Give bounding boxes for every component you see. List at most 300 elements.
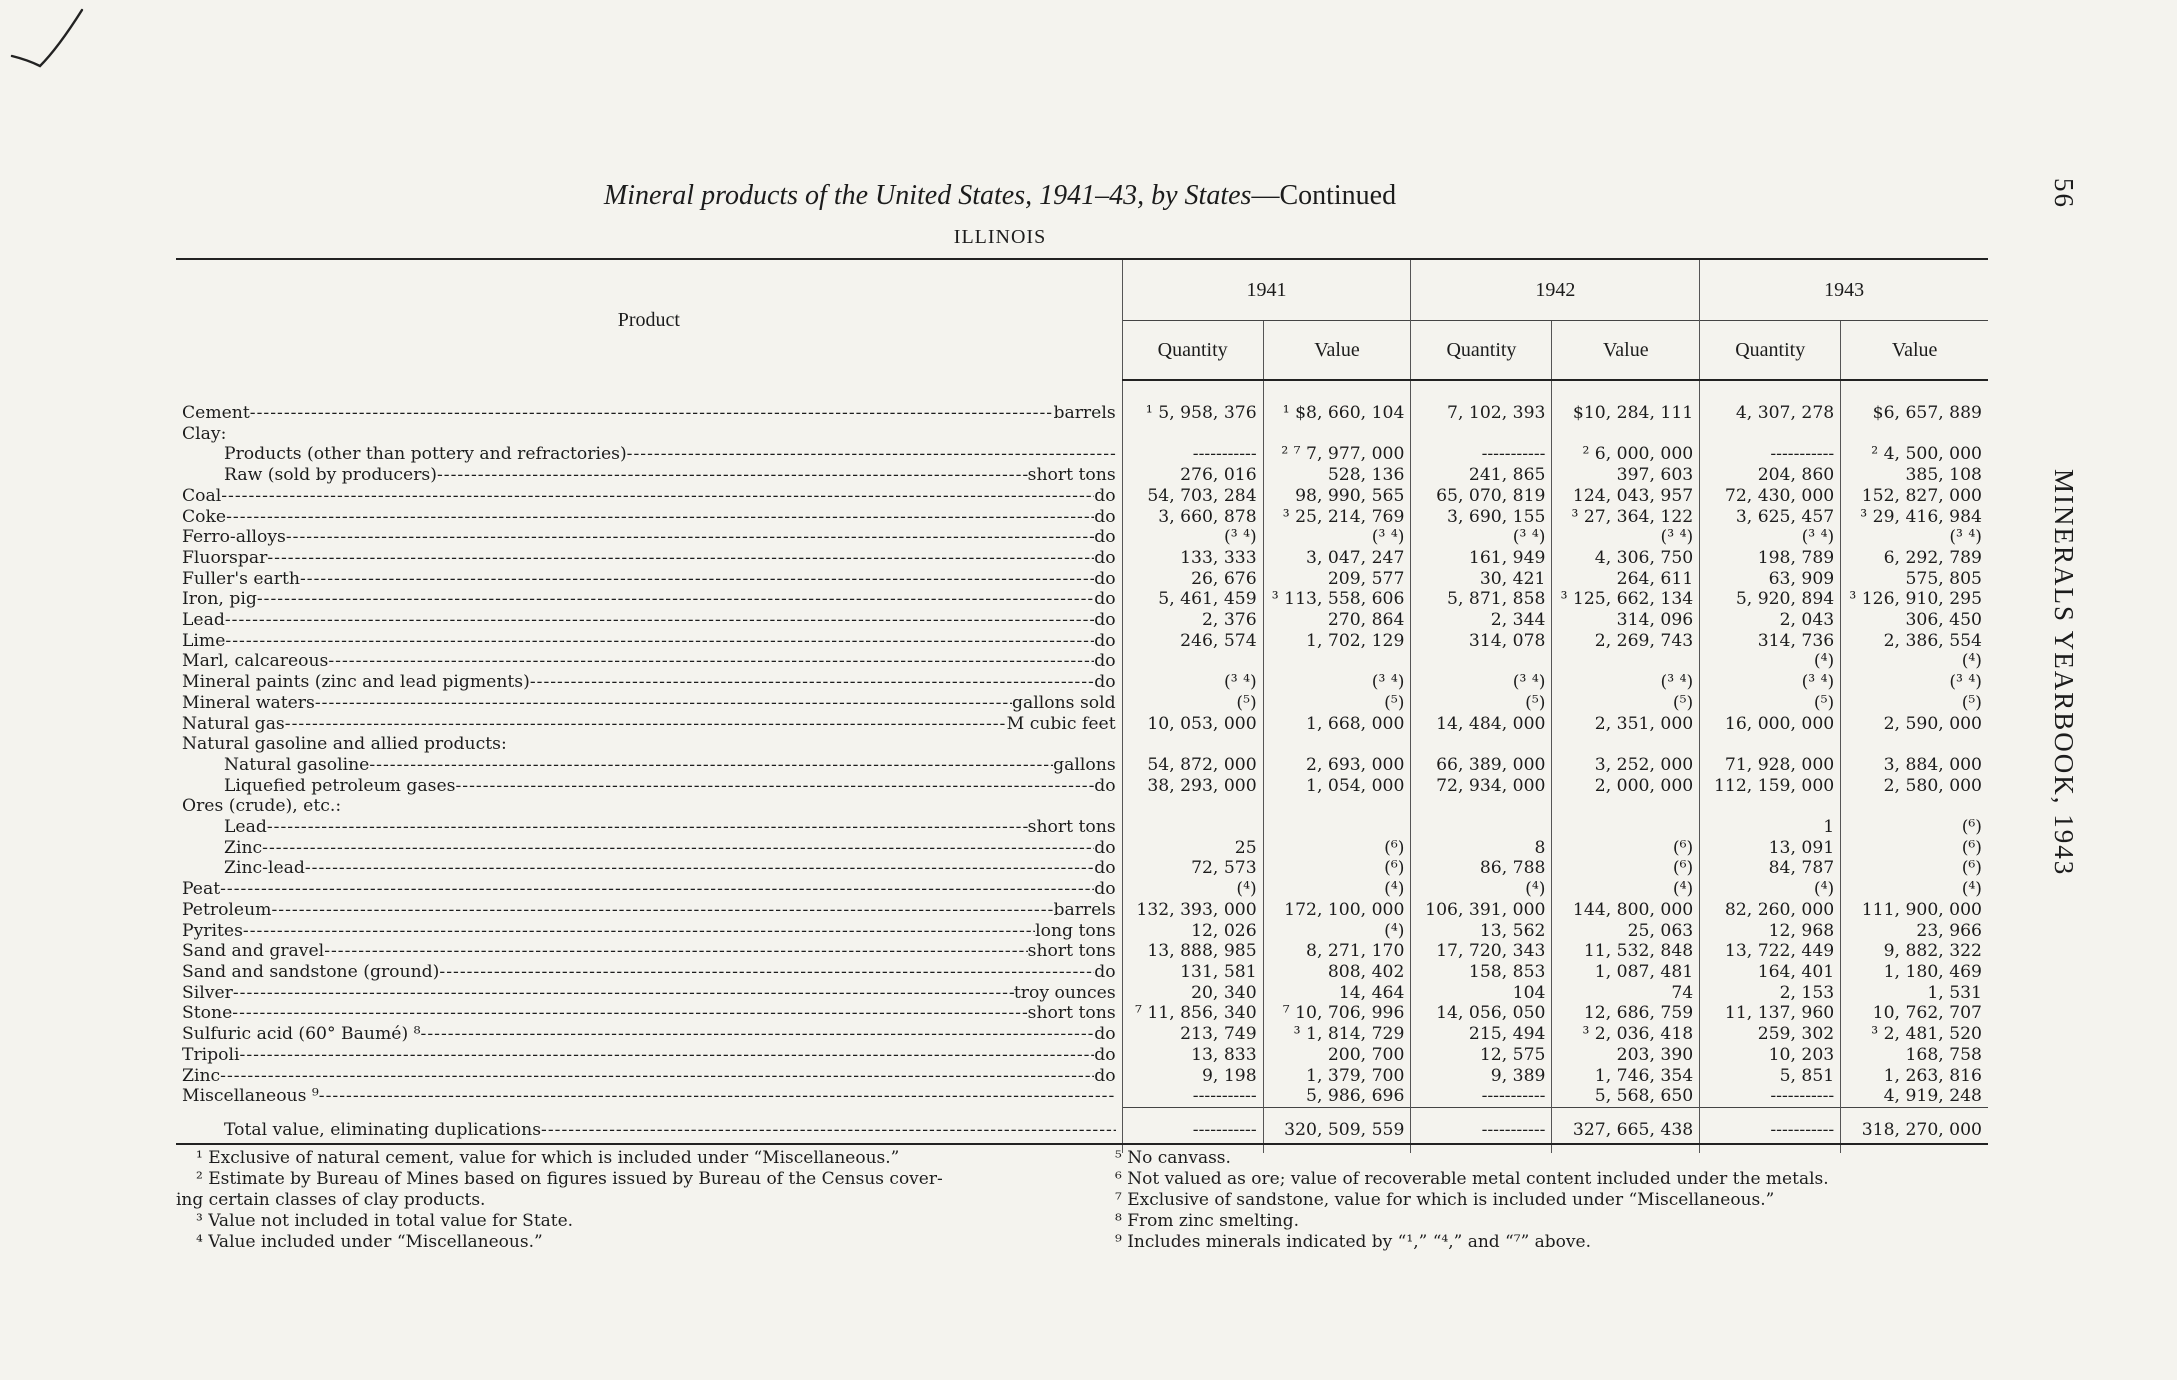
value-1943-cell bbox=[1841, 734, 1988, 755]
product-name: Sulfuric acid (60° Baumé) ⁸ bbox=[182, 1024, 421, 1045]
product-unit: troy ounces bbox=[1013, 982, 1116, 1003]
quantity-1941-cell: 9, 198 bbox=[1122, 1066, 1263, 1087]
quantity-1941-cell: 246, 574 bbox=[1122, 631, 1263, 652]
product-unit: do bbox=[1094, 527, 1116, 548]
product-cell bbox=[176, 486, 1122, 507]
quantity-1942-cell: 66, 389, 000 bbox=[1411, 755, 1552, 776]
quantity-1941-cell: 13, 833 bbox=[1122, 1045, 1263, 1066]
quantity-1941-cell: (⁵) bbox=[1122, 693, 1263, 714]
quantity-1942-cell: 65, 070, 819 bbox=[1411, 486, 1552, 507]
product-cell bbox=[176, 424, 1122, 445]
value-1942-cell: (³ ⁴) bbox=[1552, 672, 1700, 693]
footnote: ² Estimate by Bureau of Mines based on figures issued by Bureau of the Census cover- bbox=[196, 1169, 943, 1189]
product-cell bbox=[176, 714, 1122, 735]
product-unit: do bbox=[1094, 672, 1116, 693]
value-1942-cell: ² 6, 000, 000 bbox=[1552, 444, 1700, 465]
product-name: Tripoli bbox=[182, 1044, 240, 1065]
value-1942-cell bbox=[1552, 424, 1700, 445]
product-cell bbox=[176, 651, 1122, 672]
product-cell bbox=[176, 755, 1122, 776]
quantity-1943-cell: (³ ⁴) bbox=[1700, 527, 1841, 548]
table-row bbox=[176, 941, 1988, 962]
value-1942-cell: 1, 087, 481 bbox=[1552, 962, 1700, 983]
quantity-1943-cell: 13, 091 bbox=[1700, 838, 1841, 859]
value-1942-cell: 397, 603 bbox=[1552, 465, 1700, 486]
table-row bbox=[176, 527, 1988, 548]
value-1941-cell: 200, 700 bbox=[1263, 1045, 1411, 1066]
leader-dots bbox=[530, 672, 1094, 693]
value-1942-cell bbox=[1552, 817, 1700, 838]
quantity-1941-cell: 54, 703, 284 bbox=[1122, 486, 1263, 507]
quantity-1941-cell: 72, 573 bbox=[1122, 858, 1263, 879]
product-cell bbox=[176, 921, 1122, 942]
value-1942-cell bbox=[1552, 796, 1700, 817]
leader-dots bbox=[286, 527, 1094, 548]
quantity-1941-cell: 213, 749 bbox=[1122, 1024, 1263, 1045]
value-1941-cell: (³ ⁴) bbox=[1263, 527, 1411, 548]
quantity-1943-cell: (⁴) bbox=[1700, 651, 1841, 672]
quantity-1942-cell: 3, 690, 155 bbox=[1411, 507, 1552, 528]
quantity-1942-cell: 8 bbox=[1411, 838, 1552, 859]
quantity-1941-cell: 12, 026 bbox=[1122, 921, 1263, 942]
leader-dots bbox=[220, 1066, 1094, 1087]
product-unit: short tons bbox=[1027, 1003, 1116, 1024]
table-row bbox=[176, 879, 1988, 900]
quantity-1941-cell: (³ ⁴) bbox=[1122, 672, 1263, 693]
product-name: Lead bbox=[182, 610, 225, 631]
value-1943-cell: 152, 827, 000 bbox=[1841, 486, 1988, 507]
table-row bbox=[176, 838, 1988, 859]
quantity-1943-cell: 1 bbox=[1700, 817, 1841, 838]
product-name: Stone bbox=[182, 1003, 233, 1024]
value-1943-cell: (⁶) bbox=[1841, 858, 1988, 879]
product-name: Miscellaneous ⁹ bbox=[182, 1086, 319, 1107]
leader-dots bbox=[232, 1003, 1027, 1024]
product-unit: gallons bbox=[1053, 754, 1116, 775]
footnote: ¹ Exclusive of natural cement, value for which is included under “Miscellaneous.” bbox=[196, 1148, 900, 1168]
value-1941-cell: ¹ $8, 660, 104 bbox=[1263, 380, 1411, 424]
product-unit: barrels bbox=[1053, 899, 1116, 920]
product-unit: do bbox=[1094, 879, 1116, 900]
value-1941-cell: 1, 054, 000 bbox=[1263, 776, 1411, 797]
quantity-1942-cell bbox=[1411, 817, 1552, 838]
product-unit: do bbox=[1094, 485, 1116, 506]
product-name: Silver bbox=[182, 982, 233, 1003]
value-1943-cell: 1, 531 bbox=[1841, 983, 1988, 1004]
value-1943-cell: 2, 580, 000 bbox=[1841, 776, 1988, 797]
quantity-1943-cell bbox=[1700, 796, 1841, 817]
leader-dots bbox=[305, 858, 1094, 879]
quantity-1941-cell: 131, 581 bbox=[1122, 962, 1263, 983]
table-row bbox=[176, 776, 1988, 797]
value-1943-cell: 2, 590, 000 bbox=[1841, 714, 1988, 735]
leader-dots bbox=[233, 983, 1014, 1004]
value-1941-cell: (⁴) bbox=[1263, 921, 1411, 942]
product-cell bbox=[176, 1066, 1122, 1087]
quantity-1942-cell: 14, 484, 000 bbox=[1411, 714, 1552, 735]
product-header: Product bbox=[176, 259, 1122, 380]
quantity-1941-cell bbox=[1122, 817, 1263, 838]
value-1941-cell: ³ 1, 814, 729 bbox=[1263, 1024, 1411, 1045]
state-name: ILLINOIS bbox=[953, 226, 1047, 248]
quantity-header: Quantity bbox=[1700, 321, 1841, 381]
quantity-1943-cell: 82, 260, 000 bbox=[1700, 900, 1841, 921]
leader-dots bbox=[225, 610, 1094, 631]
product-unit: gallons sold bbox=[1012, 692, 1116, 713]
page-title bbox=[0, 180, 2000, 212]
quantity-1941-cell: 5, 461, 459 bbox=[1122, 589, 1263, 610]
product-cell bbox=[176, 1024, 1122, 1045]
quantity-1943-cell: 5, 920, 894 bbox=[1700, 589, 1841, 610]
leader-dots bbox=[225, 631, 1094, 652]
quantity-1941-cell: ⁷ 11, 856, 340 bbox=[1122, 1003, 1263, 1024]
quantity-1941-cell bbox=[1122, 651, 1263, 672]
value-1943-cell: 10, 762, 707 bbox=[1841, 1003, 1988, 1024]
value-1943-cell: $6, 657, 889 bbox=[1841, 380, 1988, 424]
leader-dots bbox=[300, 569, 1094, 590]
value-1941-cell: 5, 986, 696 bbox=[1263, 1086, 1411, 1107]
product-name: Mineral waters bbox=[182, 692, 315, 713]
value-1942-cell: 74 bbox=[1552, 983, 1700, 1004]
value-1941-cell: 1, 668, 000 bbox=[1263, 714, 1411, 735]
value-1942-cell: 314, 096 bbox=[1552, 610, 1700, 631]
mineral-products-table bbox=[176, 258, 1988, 1153]
table-row bbox=[176, 983, 1988, 1004]
value-header: Value bbox=[1841, 321, 1988, 381]
value-1942-cell: ³ 2, 036, 418 bbox=[1552, 1024, 1700, 1045]
quantity-1943-cell bbox=[1700, 424, 1841, 445]
table-row bbox=[176, 1086, 1988, 1107]
value-1943-cell bbox=[1841, 424, 1988, 445]
product-unit: do bbox=[1094, 858, 1116, 879]
product-unit: do bbox=[1094, 1024, 1116, 1045]
quantity-header: Quantity bbox=[1122, 321, 1263, 381]
table-row bbox=[176, 796, 1988, 817]
product-cell bbox=[176, 507, 1122, 528]
table-body bbox=[176, 380, 1988, 1153]
table-row bbox=[176, 858, 1988, 879]
product-unit: short tons bbox=[1027, 465, 1116, 486]
product-name: Total value, eliminating duplications bbox=[224, 1119, 542, 1140]
product-unit: long tons bbox=[1035, 920, 1116, 941]
product-unit: M cubic feet bbox=[1006, 713, 1116, 734]
value-1942-cell: 203, 390 bbox=[1552, 1045, 1700, 1066]
value-1943-cell bbox=[1841, 796, 1988, 817]
table-row bbox=[176, 714, 1988, 735]
value-1943-cell: (⁴) bbox=[1841, 879, 1988, 900]
table-row bbox=[176, 610, 1988, 631]
product-name: Products (other than pottery and refractories) bbox=[224, 444, 627, 465]
quantity-1943-cell bbox=[1700, 734, 1841, 755]
value-1941-cell: (⁶) bbox=[1263, 838, 1411, 859]
product-cell bbox=[176, 1086, 1122, 1107]
product-cell bbox=[176, 1003, 1122, 1024]
quantity-1941-cell bbox=[1122, 796, 1263, 817]
quantity-1943-cell: 63, 909 bbox=[1700, 569, 1841, 590]
product-name: Cement bbox=[182, 402, 250, 423]
value-1942-cell: 12, 686, 759 bbox=[1552, 1003, 1700, 1024]
value-1942-cell: 3, 252, 000 bbox=[1552, 755, 1700, 776]
leader-dots bbox=[257, 589, 1094, 610]
quantity-1942-cell: 215, 494 bbox=[1411, 1024, 1552, 1045]
product-name: Ores (crude), etc.: bbox=[182, 796, 342, 817]
leader-dots bbox=[627, 444, 1116, 465]
value-1941-cell: ³ 25, 214, 769 bbox=[1263, 507, 1411, 528]
value-1942-cell: 264, 611 bbox=[1552, 569, 1700, 590]
product-cell bbox=[176, 879, 1122, 900]
table-row bbox=[176, 569, 1988, 590]
quantity-1943-cell: 204, 860 bbox=[1700, 465, 1841, 486]
value-header: Value bbox=[1263, 321, 1411, 381]
quantity-1942-cell: 72, 934, 000 bbox=[1411, 776, 1552, 797]
leader-dots bbox=[226, 507, 1094, 528]
value-1942-cell: (³ ⁴) bbox=[1552, 527, 1700, 548]
value-1941-cell: 528, 136 bbox=[1263, 465, 1411, 486]
value-1941-cell: ² ⁷ 7, 977, 000 bbox=[1263, 444, 1411, 465]
table-row bbox=[176, 486, 1988, 507]
quantity-1941-cell: (⁴) bbox=[1122, 879, 1263, 900]
footnote: ⁸ From zinc smelting. bbox=[1115, 1211, 1300, 1231]
table-row bbox=[176, 631, 1988, 652]
product-name: Pyrites bbox=[182, 920, 243, 941]
leader-dots bbox=[262, 838, 1094, 859]
product-cell bbox=[176, 548, 1122, 569]
leader-dots bbox=[285, 714, 1007, 735]
product-cell bbox=[176, 962, 1122, 983]
value-1941-cell: 8, 271, 170 bbox=[1263, 941, 1411, 962]
quantity-1942-cell: 104 bbox=[1411, 983, 1552, 1004]
value-1943-cell: 3, 884, 000 bbox=[1841, 755, 1988, 776]
product-cell bbox=[176, 1107, 1122, 1152]
product-unit: do bbox=[1094, 1065, 1116, 1086]
page-title-suffix: —Continued bbox=[1251, 180, 1397, 211]
footnote: ⁶ Not valued as ore; value of recoverable metal content included under the metals. bbox=[1115, 1169, 1829, 1189]
product-cell bbox=[176, 1045, 1122, 1066]
quantity-1942-cell: 30, 421 bbox=[1411, 569, 1552, 590]
quantity-1942-cell: ----------- bbox=[1411, 1107, 1552, 1152]
table-row bbox=[176, 1024, 1988, 1045]
product-unit: do bbox=[1094, 651, 1116, 672]
product-unit: do bbox=[1094, 630, 1116, 651]
product-cell bbox=[176, 983, 1122, 1004]
product-name: Petroleum bbox=[182, 899, 272, 920]
leader-dots bbox=[315, 693, 1012, 714]
leader-dots bbox=[250, 403, 1054, 424]
quantity-1942-cell: (³ ⁴) bbox=[1411, 527, 1552, 548]
value-1941-cell: 209, 577 bbox=[1263, 569, 1411, 590]
product-name: Raw (sold by producers) bbox=[224, 465, 437, 486]
value-1942-cell: $10, 284, 111 bbox=[1552, 380, 1700, 424]
quantity-1942-cell: 158, 853 bbox=[1411, 962, 1552, 983]
value-1943-cell: 23, 966 bbox=[1841, 921, 1988, 942]
value-1943-cell: 1, 180, 469 bbox=[1841, 962, 1988, 983]
value-1941-cell: (³ ⁴) bbox=[1263, 672, 1411, 693]
product-name: Ferro-alloys bbox=[182, 527, 286, 548]
quantity-1941-cell: 20, 340 bbox=[1122, 983, 1263, 1004]
quantity-1943-cell: 11, 137, 960 bbox=[1700, 1003, 1841, 1024]
table-row bbox=[176, 734, 1988, 755]
leader-dots bbox=[437, 465, 1028, 486]
quantity-1942-cell: 106, 391, 000 bbox=[1411, 900, 1552, 921]
quantity-1943-cell: 198, 789 bbox=[1700, 548, 1841, 569]
product-name: Sand and sandstone (ground) bbox=[182, 961, 440, 982]
value-1943-cell: 1, 263, 816 bbox=[1841, 1066, 1988, 1087]
footnote: ⁹ Includes minerals indicated by “¹,” “⁴,” and “⁷” above. bbox=[1115, 1232, 1591, 1252]
table-row bbox=[176, 1003, 1988, 1024]
value-1941-cell: 3, 047, 247 bbox=[1263, 548, 1411, 569]
leader-dots bbox=[220, 879, 1094, 900]
quantity-1941-cell: 132, 393, 000 bbox=[1122, 900, 1263, 921]
value-1942-cell: (⁶) bbox=[1552, 838, 1700, 859]
value-1942-cell: 11, 532, 848 bbox=[1552, 941, 1700, 962]
value-1942-cell: 144, 800, 000 bbox=[1552, 900, 1700, 921]
value-1941-cell bbox=[1263, 651, 1411, 672]
table-row bbox=[176, 1045, 1988, 1066]
quantity-1942-cell: 86, 788 bbox=[1411, 858, 1552, 879]
value-1941-cell bbox=[1263, 817, 1411, 838]
quantity-1943-cell: 2, 153 bbox=[1700, 983, 1841, 1004]
value-1942-cell: 2, 269, 743 bbox=[1552, 631, 1700, 652]
leader-dots bbox=[319, 1086, 1116, 1107]
value-1942-cell: (⁴) bbox=[1552, 879, 1700, 900]
value-1942-cell: ³ 125, 662, 134 bbox=[1552, 589, 1700, 610]
quantity-1941-cell: (³ ⁴) bbox=[1122, 527, 1263, 548]
value-1943-cell: 318, 270, 000 bbox=[1841, 1107, 1988, 1152]
value-1943-cell: 385, 108 bbox=[1841, 465, 1988, 486]
leader-dots bbox=[221, 486, 1094, 507]
product-name: Fuller's earth bbox=[182, 568, 300, 589]
leader-dots bbox=[243, 921, 1035, 942]
product-cell bbox=[176, 941, 1122, 962]
table-row bbox=[176, 1066, 1988, 1087]
table-row bbox=[176, 589, 1988, 610]
value-1942-cell: 327, 665, 438 bbox=[1552, 1107, 1700, 1152]
product-name: Zinc bbox=[224, 837, 263, 858]
value-1941-cell: 98, 990, 565 bbox=[1263, 486, 1411, 507]
footnote: ⁴ Value included under “Miscellaneous.” bbox=[196, 1232, 543, 1252]
footnotes-left bbox=[176, 1148, 1076, 1253]
product-name: Lead bbox=[224, 817, 267, 838]
quantity-1942-cell: 5, 871, 858 bbox=[1411, 589, 1552, 610]
quantity-1943-cell: 164, 401 bbox=[1700, 962, 1841, 983]
footnote-divider bbox=[176, 1143, 1988, 1145]
value-1943-cell: ³ 2, 481, 520 bbox=[1841, 1024, 1988, 1045]
value-1941-cell bbox=[1263, 796, 1411, 817]
quantity-1943-cell: 71, 928, 000 bbox=[1700, 755, 1841, 776]
value-1942-cell: 25, 063 bbox=[1552, 921, 1700, 942]
quantity-1943-cell: (⁴) bbox=[1700, 879, 1841, 900]
table-row bbox=[176, 548, 1988, 569]
product-name: Liquefied petroleum gases bbox=[224, 775, 456, 796]
value-1942-cell: (⁵) bbox=[1552, 693, 1700, 714]
table-row bbox=[176, 693, 1988, 714]
value-1941-cell: 320, 509, 559 bbox=[1263, 1107, 1411, 1152]
product-unit: do bbox=[1094, 775, 1116, 796]
value-1942-cell: 1, 746, 354 bbox=[1552, 1066, 1700, 1087]
table-row bbox=[176, 672, 1988, 693]
quantity-1943-cell: 259, 302 bbox=[1700, 1024, 1841, 1045]
quantity-1941-cell: 3, 660, 878 bbox=[1122, 507, 1263, 528]
value-1941-cell: (⁶) bbox=[1263, 858, 1411, 879]
quantity-1943-cell: 112, 159, 000 bbox=[1700, 776, 1841, 797]
value-1943-cell: (⁶) bbox=[1841, 817, 1988, 838]
quantity-1943-cell: ----------- bbox=[1700, 1107, 1841, 1152]
leader-dots bbox=[369, 755, 1053, 776]
quantity-1942-cell: 12, 575 bbox=[1411, 1045, 1552, 1066]
year-header-1943: 1943 bbox=[1700, 259, 1988, 321]
product-unit: do bbox=[1094, 837, 1116, 858]
quantity-1943-cell: 12, 968 bbox=[1700, 921, 1841, 942]
value-1942-cell: (⁶) bbox=[1552, 858, 1700, 879]
quantity-1941-cell: 38, 293, 000 bbox=[1122, 776, 1263, 797]
quantity-1943-cell: 3, 625, 457 bbox=[1700, 507, 1841, 528]
product-name: Zinc-lead bbox=[224, 858, 305, 879]
quantity-1941-cell: 2, 376 bbox=[1122, 610, 1263, 631]
quantity-1941-cell bbox=[1122, 734, 1263, 755]
product-unit: short tons bbox=[1027, 941, 1116, 962]
value-1943-cell: ³ 126, 910, 295 bbox=[1841, 589, 1988, 610]
footnotes-right bbox=[1115, 1148, 1995, 1253]
product-name: Coke bbox=[182, 506, 227, 527]
product-name: Peat bbox=[182, 879, 221, 900]
product-cell bbox=[176, 900, 1122, 921]
product-unit: barrels bbox=[1053, 402, 1116, 423]
quantity-1943-cell: 13, 722, 449 bbox=[1700, 941, 1841, 962]
product-name: Lime bbox=[182, 630, 226, 651]
table-row bbox=[176, 444, 1988, 465]
quantity-1941-cell: ----------- bbox=[1122, 1086, 1263, 1107]
table-row bbox=[176, 507, 1988, 528]
quantity-1943-cell: 2, 043 bbox=[1700, 610, 1841, 631]
product-name: Natural gasoline and allied products: bbox=[182, 734, 507, 755]
product-unit: short tons bbox=[1027, 817, 1116, 838]
value-1943-cell: 168, 758 bbox=[1841, 1045, 1988, 1066]
value-1943-cell: 306, 450 bbox=[1841, 610, 1988, 631]
quantity-1942-cell bbox=[1411, 796, 1552, 817]
value-1941-cell: (⁵) bbox=[1263, 693, 1411, 714]
value-1943-cell: ³ 29, 416, 984 bbox=[1841, 507, 1988, 528]
value-1943-cell: (⁴) bbox=[1841, 651, 1988, 672]
table-row bbox=[176, 921, 1988, 942]
value-1941-cell: 1, 379, 700 bbox=[1263, 1066, 1411, 1087]
page-number: 56 bbox=[2049, 178, 2079, 209]
quantity-1941-cell: 25 bbox=[1122, 838, 1263, 859]
value-1942-cell: ³ 27, 364, 122 bbox=[1552, 507, 1700, 528]
quantity-1941-cell: 10, 053, 000 bbox=[1122, 714, 1263, 735]
product-cell bbox=[176, 776, 1122, 797]
value-1943-cell: ² 4, 500, 000 bbox=[1841, 444, 1988, 465]
value-1943-cell: (⁵) bbox=[1841, 693, 1988, 714]
leader-dots bbox=[271, 900, 1053, 921]
value-header: Value bbox=[1552, 321, 1700, 381]
product-unit: do bbox=[1094, 506, 1116, 527]
product-name: Marl, calcareous bbox=[182, 651, 329, 672]
value-1943-cell: 575, 805 bbox=[1841, 569, 1988, 590]
product-unit: do bbox=[1094, 547, 1116, 568]
product-cell bbox=[176, 610, 1122, 631]
value-1941-cell: 172, 100, 000 bbox=[1263, 900, 1411, 921]
value-1941-cell bbox=[1263, 424, 1411, 445]
quantity-1942-cell: 161, 949 bbox=[1411, 548, 1552, 569]
quantity-1942-cell: (⁴) bbox=[1411, 879, 1552, 900]
quantity-1943-cell: 10, 203 bbox=[1700, 1045, 1841, 1066]
quantity-1943-cell: 84, 787 bbox=[1700, 858, 1841, 879]
year-header-1942: 1942 bbox=[1411, 259, 1700, 321]
quantity-1942-cell: (⁵) bbox=[1411, 693, 1552, 714]
value-1943-cell: 9, 882, 322 bbox=[1841, 941, 1988, 962]
quantity-1943-cell: ----------- bbox=[1700, 444, 1841, 465]
product-name: Zinc bbox=[182, 1065, 221, 1086]
